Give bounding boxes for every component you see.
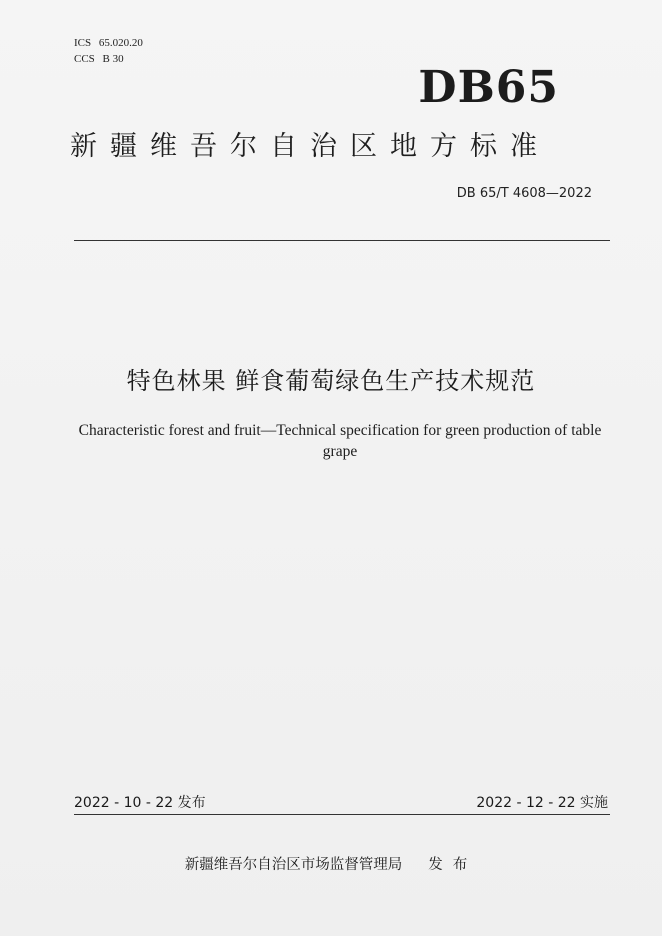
implementation-date: 2022 - 12 - 22 实施 xyxy=(476,795,608,811)
bottom-divider xyxy=(74,814,610,815)
ics-label: ICS xyxy=(74,37,92,49)
ics-value: 65.020.20 xyxy=(98,37,143,49)
top-divider xyxy=(74,240,610,241)
db65-logo: DB65 xyxy=(418,62,559,113)
publisher-action: 发布 xyxy=(428,857,478,873)
document-title-chinese: 特色林果 鲜食葡萄绿色生产技术规范 xyxy=(126,367,536,395)
standard-number: DB 65/T 4608—2022 xyxy=(456,186,592,201)
ccs-code xyxy=(74,52,129,66)
issue-date: 2022 - 10 - 22 发布 xyxy=(74,795,206,811)
ccs-value: B 30 xyxy=(102,53,124,65)
publisher-name: 新疆维吾尔自治区市场监督管理局 xyxy=(184,857,403,873)
authority-title: 新疆维吾尔自治区地方标准 xyxy=(70,131,550,162)
publisher-line xyxy=(0,854,662,876)
ccs-label: CCS xyxy=(74,53,95,65)
document-title-english: Characteristic forest and fruit—Technical specification for green production of table grape xyxy=(78,422,602,460)
ics-code xyxy=(74,36,148,50)
